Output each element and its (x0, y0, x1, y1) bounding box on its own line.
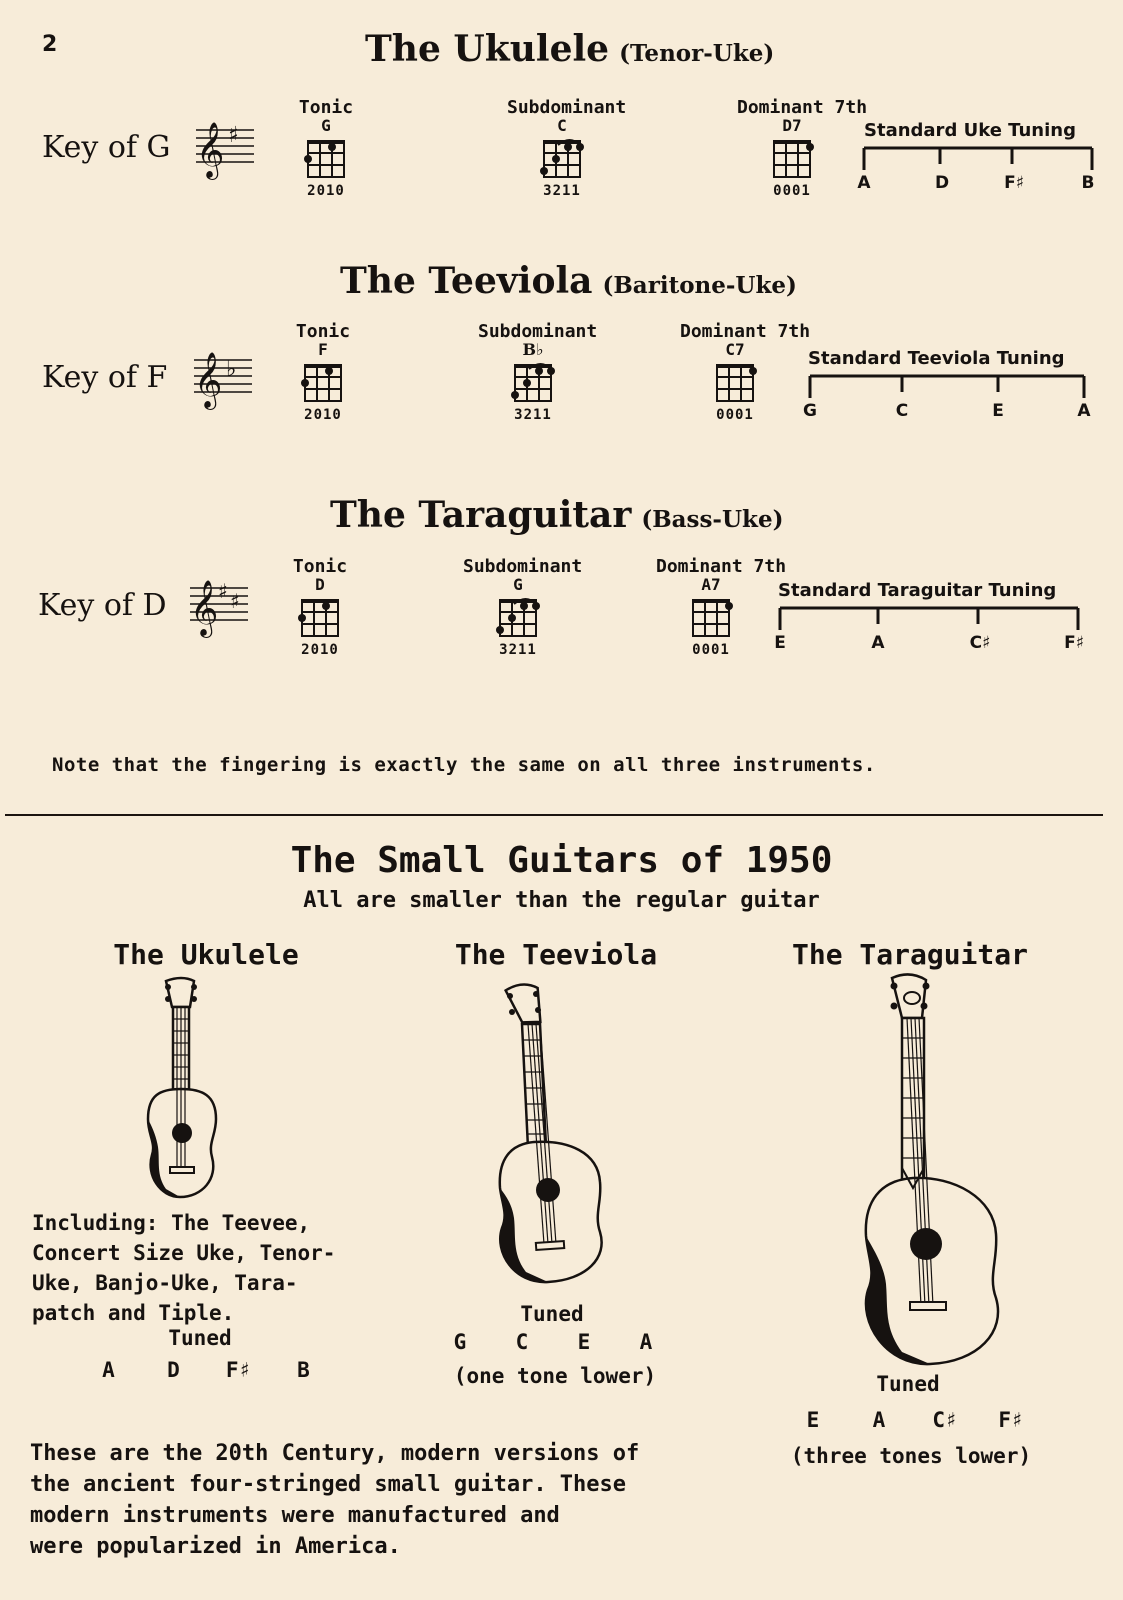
section-title: The Ukulele (365, 28, 610, 70)
tuning-remark: (one tone lower) (453, 1364, 657, 1388)
staff-key-signature-icon (190, 346, 254, 410)
tuning-note: A (1077, 401, 1091, 421)
chord-name: D (315, 575, 325, 594)
section-subtitle: (Baritone-Uke) (602, 272, 797, 299)
tuned-note: E (806, 1408, 820, 1432)
tuning-note: B (1081, 173, 1095, 193)
paragraph-line: modern instruments were manufactured and (30, 1503, 560, 1528)
tuning-note: A (871, 633, 885, 653)
chord-fingering: 0001 (716, 407, 754, 423)
chord-role: Tonic (292, 556, 348, 577)
tuning-note: E (774, 633, 786, 653)
small-guitars-subtitle: All are smaller than the regular guitar (303, 888, 820, 913)
tuning-label: Standard Teeviola Tuning (808, 348, 1065, 369)
chord-name: A7 (701, 575, 721, 594)
section-title: The Teeviola (340, 260, 593, 302)
section-title-teeviola (340, 260, 797, 302)
section-title: The Taraguitar (330, 494, 632, 536)
chord-role: Subdominant (463, 556, 583, 577)
tuning-note: A (857, 173, 871, 193)
chord-name: G (321, 116, 331, 135)
staff-key-signature-icon (192, 116, 256, 180)
tuned-note: E (577, 1330, 591, 1354)
chord-fingering: 2010 (307, 183, 345, 199)
paragraph-line: the ancient four-stringed small guitar. These (30, 1472, 627, 1497)
ukulele-icon (130, 975, 230, 1205)
tuning-bracket-icon (808, 374, 1088, 400)
fingering-note: Note that the fingering is exactly the same on all three instruments. (52, 754, 876, 776)
chord-fingering: 0001 (773, 183, 811, 199)
tuning-note: D (934, 173, 950, 193)
tuning-bracket-icon (778, 606, 1088, 632)
tuned-note: A (639, 1330, 653, 1354)
section-title-ukulele (365, 28, 774, 70)
key-label: Key of G (42, 130, 171, 165)
description-line: Including: The Teevee, (32, 1211, 311, 1235)
chord-dominant-7th (656, 556, 787, 658)
chord-diagram-icon (298, 596, 342, 640)
staff-key-signature-icon (186, 574, 250, 638)
chord-fingering: 0001 (692, 642, 730, 658)
ukulele-description (32, 1208, 335, 1328)
chord-fingering: 3211 (543, 183, 581, 199)
chord-name: D7 (782, 116, 802, 135)
chord-name: G (513, 575, 523, 594)
chord-subdominant (507, 97, 627, 199)
key-label: Key of F (42, 360, 168, 395)
section-title-taraguitar (330, 494, 784, 536)
closing-paragraph (30, 1438, 639, 1562)
chord-subdominant (478, 321, 598, 423)
description-line: Uke, Banjo-Uke, Tara- (32, 1271, 298, 1295)
svg-text:𝄞: 𝄞 (194, 352, 223, 408)
chord-tonic (265, 556, 375, 658)
tuning-note: F♯ (1064, 633, 1084, 653)
tuning-note: C (895, 401, 909, 421)
page-number: 2 (42, 32, 58, 57)
chord-fingering: 3211 (514, 407, 552, 423)
chord-role: Dominant 7th (680, 321, 811, 342)
description-line: Concert Size Uke, Tenor- (32, 1241, 336, 1265)
chord-role: Dominant 7th (656, 556, 787, 577)
chord-role: Subdominant (507, 97, 627, 118)
chord-diagram-icon (511, 361, 555, 405)
chord-role: Tonic (295, 321, 351, 342)
chord-fingering: 2010 (301, 642, 339, 658)
tuning-label: Standard Uke Tuning (864, 120, 1076, 141)
svg-text:♭: ♭ (226, 357, 237, 382)
svg-text:𝄞: 𝄞 (190, 580, 219, 636)
teeviola-icon (486, 982, 620, 1292)
chord-diagram-icon (301, 361, 345, 405)
chord-diagram-icon (770, 137, 814, 181)
tuned-note: G (453, 1330, 467, 1354)
chord-dominant-7th (680, 321, 811, 423)
chord-diagram-icon (713, 361, 757, 405)
svg-text:♯: ♯ (218, 579, 228, 603)
tuned-note: F♯ (998, 1408, 1024, 1432)
chord-diagram-icon (496, 596, 540, 640)
chord-role: Subdominant (478, 321, 598, 342)
instrument-name: The Ukulele (113, 938, 299, 971)
instrument-name: The Taraguitar (791, 938, 1028, 971)
tuning-note: F♯ (1004, 173, 1024, 193)
tuned-notes (76, 1358, 336, 1382)
tuning-note: E (992, 401, 1004, 421)
tuning-scale (857, 120, 1096, 200)
tuned-note: A (102, 1358, 115, 1382)
chord-diagram-icon (540, 137, 584, 181)
svg-text:𝄞: 𝄞 (196, 122, 225, 178)
tuning-scale (774, 580, 1088, 660)
tuned-note: F♯ (225, 1358, 252, 1382)
chord-fingering: 3211 (499, 642, 537, 658)
chord-diagram-icon (304, 137, 348, 181)
svg-text:♯: ♯ (230, 589, 240, 613)
tuned-notes (780, 1408, 1044, 1432)
section-subtitle: (Bass-Uke) (641, 506, 784, 533)
tuned-notes (428, 1330, 678, 1354)
tuning-scale (803, 348, 1091, 428)
tuned-label: Tuned (168, 1326, 232, 1350)
svg-text:♯: ♯ (228, 123, 239, 148)
tuning-label: Standard Taraguitar Tuning (778, 580, 1057, 601)
paragraph-line: were popularized in America. (30, 1534, 401, 1559)
chord-name: C (557, 116, 567, 135)
tuned-note: C♯ (932, 1408, 958, 1432)
section-subtitle: (Tenor-Uke) (619, 40, 775, 67)
tuned-note: C (515, 1330, 529, 1354)
chord-fingering: 2010 (304, 407, 342, 423)
description-line: patch and Tiple. (32, 1301, 235, 1325)
chord-subdominant (463, 556, 583, 658)
tuning-note: G (803, 401, 817, 421)
instrument-name: The Teeviola (454, 938, 658, 971)
chord-role: Tonic (298, 97, 354, 118)
chord-name: F (318, 340, 328, 359)
tuned-note: D (167, 1358, 180, 1382)
small-guitars-title: The Small Guitars of 1950 (290, 840, 833, 881)
key-label: Key of D (38, 588, 167, 623)
tuned-label: Tuned (876, 1372, 940, 1396)
taraguitar-icon (850, 972, 1010, 1370)
divider (5, 814, 1103, 816)
chord-diagram-icon (689, 596, 733, 640)
tuned-label: Tuned (520, 1302, 584, 1326)
tuned-note: A (872, 1408, 886, 1432)
tuning-remark: (three tones lower) (790, 1444, 1032, 1468)
chord-role: Dominant 7th (737, 97, 868, 118)
chord-dominant-7th (737, 97, 868, 199)
chord-tonic (268, 321, 378, 423)
chord-name: C7 (725, 340, 745, 359)
chord-name: B♭ (522, 340, 544, 359)
chord-tonic (271, 97, 381, 199)
tuning-bracket-icon (862, 146, 1096, 172)
tuning-note: C♯ (969, 633, 991, 653)
paragraph-line: These are the 20th Century, modern versions of (30, 1441, 640, 1466)
tuned-note: B (297, 1358, 310, 1382)
